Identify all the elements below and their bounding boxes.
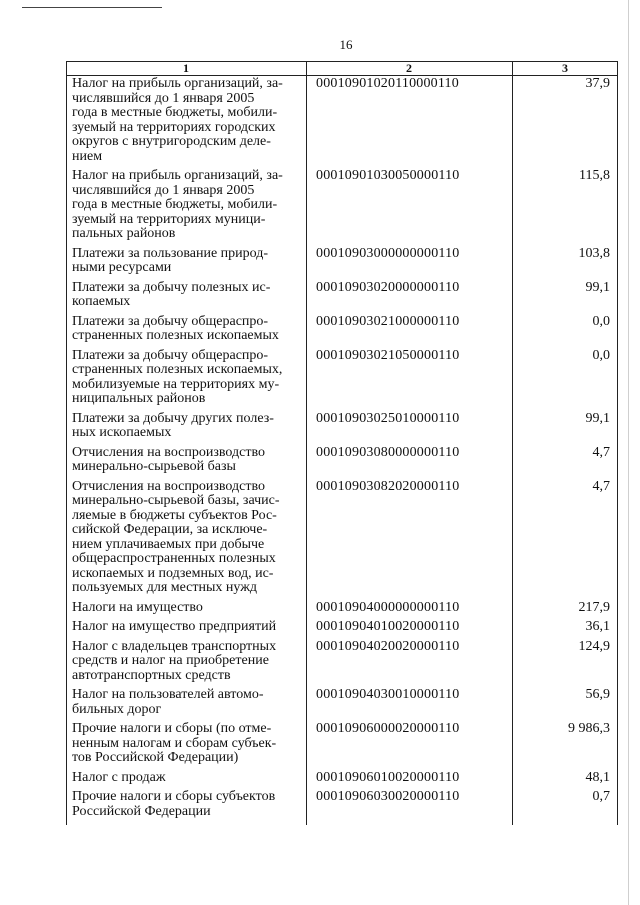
row-name-line: Прочие налоги и сборы (по отме- (72, 721, 272, 736)
header-col-2: 2 (406, 61, 412, 75)
row-name-line: зуемый на территориях муници- (72, 211, 266, 227)
row-value: 115,8 (579, 168, 610, 183)
row-value: 4,7 (592, 444, 610, 460)
row-code: 00010901020110000110 (316, 76, 459, 91)
header-col-1: 1 (183, 61, 189, 75)
table-row (66, 412, 618, 441)
row-code: 00010903082020000110 (316, 478, 460, 494)
row-value: 36,1 (585, 619, 610, 634)
row-value: 4,7 (592, 478, 610, 494)
table-row (66, 688, 618, 717)
row-name (66, 412, 306, 441)
row-name-line: Налоги на имущество (72, 599, 203, 615)
row-code: 00010904010020000110 (316, 619, 460, 634)
row-code: 00010903021000000110 (316, 313, 460, 329)
row-name-line: числявшийся до 1 января 2005 (72, 90, 255, 106)
row-value: 0,7 (592, 789, 610, 804)
row-name-line: Налог на пользователей автомо- (72, 687, 264, 702)
row-name-line: нием (72, 148, 103, 164)
table-row (66, 446, 618, 475)
row-name-line: ископаемых и подземных вод, ис- (72, 565, 274, 581)
row-name-line: бильных дорог (72, 701, 162, 717)
row-value: 0,0 (592, 347, 610, 363)
row-value: 9 986,3 (568, 721, 610, 736)
row-value: 99,1 (585, 279, 610, 295)
row-code: 00010904020020000110 (316, 638, 460, 654)
row-name (66, 446, 306, 475)
table-row (66, 790, 618, 819)
row-name (66, 790, 306, 819)
table-row (66, 349, 618, 407)
row-name-line: пальных районов (72, 226, 176, 241)
row-name-line: Прочие налоги и сборы субъектов (72, 789, 276, 804)
table-body (66, 77, 618, 824)
row-name-line: Отчисления на воспроизводство (72, 444, 265, 460)
table-row (66, 620, 618, 635)
revenue-table (66, 61, 618, 825)
row-name (66, 349, 306, 407)
table-row (66, 771, 618, 786)
row-name (66, 315, 306, 344)
row-code: 00010906010020000110 (316, 769, 460, 785)
table-row (66, 640, 618, 684)
table-row (66, 722, 618, 766)
row-name-line: мобилизуемые на территориях му- (72, 376, 280, 392)
row-name (66, 771, 306, 786)
row-code: 00010906030020000110 (316, 789, 460, 804)
scan-edge-mark (22, 7, 162, 8)
row-code: 00010903025010000110 (316, 410, 460, 426)
row-name (66, 281, 306, 310)
row-name-line: Платежи за добычу общераспро- (72, 313, 269, 329)
table-row (66, 601, 618, 616)
row-name-line: страненных полезных ископаемых (72, 328, 279, 343)
row-name-line: Налог на имущество предприятий (72, 619, 277, 634)
row-name-line: Платежи за добычу полезных ис- (72, 279, 271, 295)
row-value: 48,1 (585, 769, 610, 785)
row-name-line: нием уплачиваемых при добыче (72, 536, 265, 552)
row-name-line: Налог с продаж (72, 769, 166, 785)
row-name-line: Отчисления на воспроизводство (72, 478, 265, 494)
row-name (66, 480, 306, 596)
row-name (66, 77, 306, 164)
row-name-line: года в местные бюджеты, мобили- (72, 197, 278, 212)
row-name-line: года в местные бюджеты, мобили- (72, 105, 278, 120)
row-name-line: Платежи за пользование природ- (72, 245, 269, 261)
row-name-line: Налог с владельцев транспортных (72, 638, 277, 654)
row-code: 00010903000000000110 (316, 245, 460, 261)
table-row (66, 77, 618, 164)
row-name-line: числявшийся до 1 января 2005 (72, 182, 255, 198)
table-row (66, 247, 618, 276)
row-name-line: сийской Федерации, за исключе- (72, 522, 268, 537)
row-value: 217,9 (578, 599, 610, 615)
row-name-line: минерально-сырьевой базы (72, 459, 236, 474)
row-code: 00010901030050000110 (316, 168, 460, 183)
row-name-line: копаемых (72, 294, 131, 309)
table-row (66, 281, 618, 310)
row-value: 103,8 (578, 245, 610, 261)
row-value: 37,9 (585, 76, 610, 91)
scan-edge-line (628, 0, 629, 905)
row-code: 00010904000000000110 (316, 599, 460, 615)
row-name-line: Платежи за добычу других полез- (72, 410, 274, 426)
row-code: 00010904030010000110 (316, 687, 460, 702)
row-name-line: Платежи за добычу общераспро- (72, 347, 269, 363)
row-name (66, 247, 306, 276)
table-row (66, 169, 618, 242)
row-name-line: Налог на прибыль организаций, за- (72, 168, 283, 183)
row-value: 99,1 (585, 410, 610, 426)
table-row (66, 315, 618, 344)
row-name-line: пользуемых для местных нужд (72, 580, 258, 595)
row-name-line: округов с внутригородским деле- (72, 134, 271, 149)
page-number: 16 (339, 37, 353, 52)
row-code: 00010903020000000110 (316, 279, 460, 295)
row-value: 56,9 (585, 687, 610, 702)
row-name-line: ниципальных районов (72, 391, 206, 406)
row-name (66, 601, 306, 616)
row-name-line: ных ископаемых (72, 425, 172, 440)
row-name (66, 688, 306, 717)
row-code: 00010903080000000110 (316, 444, 460, 460)
row-name-line: автотранспортных средств (72, 667, 231, 683)
row-name-line: Налог на прибыль организаций, за- (72, 76, 283, 91)
row-code: 00010903021050000110 (316, 347, 460, 363)
row-name-line: ными ресурсами (72, 260, 172, 275)
row-name-line: страненных полезных ископаемых, (72, 362, 283, 377)
row-value: 124,9 (578, 638, 610, 654)
row-name-line: общераспространенных полезных (72, 551, 276, 566)
row-name-line: ненным налогам и сборам субъек- (72, 735, 277, 751)
header-col-3: 3 (562, 61, 568, 75)
row-name (66, 620, 306, 635)
row-value: 0,0 (592, 313, 610, 329)
row-name-line: минерально-сырьевой базы, зачис- (72, 493, 280, 508)
row-name (66, 640, 306, 684)
row-name-line: средств и налог на приобретение (72, 653, 269, 668)
row-code: 00010906000020000110 (316, 721, 460, 736)
table-header (66, 61, 618, 75)
row-name-line: тов Российской Федерации) (72, 750, 239, 765)
row-name (66, 722, 306, 766)
row-name-line: Российской Федерации (72, 803, 211, 819)
row-name-line: ляемые в бюджеты субъектов Рос- (72, 507, 277, 523)
row-name-line: зуемый на территориях городских (72, 119, 276, 135)
row-name (66, 169, 306, 242)
table-row (66, 480, 618, 596)
